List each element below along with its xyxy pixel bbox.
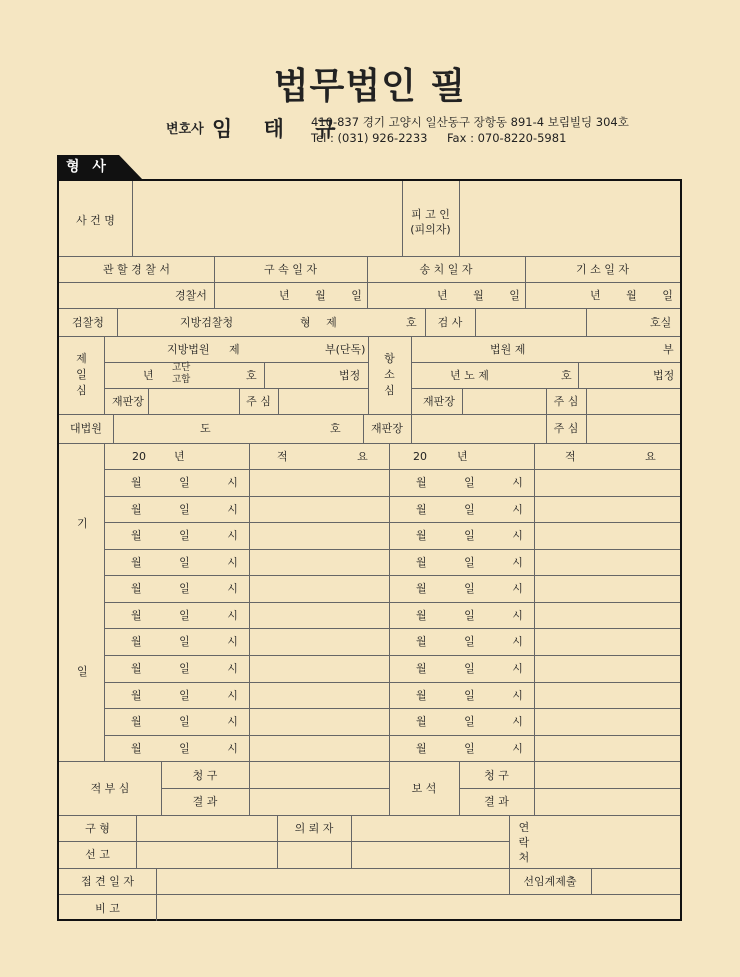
firm-tel: Tel : (031) 926-2233 [311, 131, 428, 145]
lawyer-name: 임 태 규 [212, 117, 348, 141]
receipt-label: 접 견 일 자 [81, 875, 134, 888]
review-claim-label: 청 구 [192, 769, 218, 782]
case-name-label: 사 건 명 [76, 214, 115, 227]
bail-claim-label: 청 구 [484, 769, 509, 782]
review-label: 적 부 심 [90, 782, 130, 795]
schedule-right-mdh: 월 일 시 [416, 476, 523, 489]
grid-line [104, 602, 680, 603]
day-label: 일 [77, 665, 88, 678]
first-instance-text: 제 일 심 [76, 352, 87, 397]
high-court-label: 법원 제 [490, 343, 526, 356]
first-year-label: 년 [143, 369, 154, 382]
schedule-right-mdh: 월 일 시 [416, 689, 523, 702]
grid-line [586, 388, 587, 414]
appeal-bu-label: 부 [663, 343, 674, 356]
grid-line [104, 522, 680, 523]
appeal-presiding-label: 재판장 [423, 395, 455, 408]
gohap-label: 고합 [172, 374, 191, 385]
firm-address: 410-837 경기 고양시 일산동구 장항동 891-4 보림빌딩 304호 [311, 115, 629, 129]
lawyer-label: 변호사 [166, 122, 204, 137]
criminal-no-label: 형 제 [300, 316, 337, 329]
schedule-right-mdh: 월 일 시 [416, 529, 523, 542]
grid-line [104, 682, 680, 683]
supreme-do-label: 도 [200, 422, 211, 435]
indict-date-ymd: 년 월 일 [590, 289, 673, 302]
schedule-left-mdh: 월 일 시 [131, 662, 238, 675]
case-form [57, 179, 682, 921]
right-summary-label: 적 요 [565, 450, 656, 463]
grid-line [59, 336, 680, 337]
grid-line [351, 815, 352, 868]
prosecutor-label: 검 사 [437, 316, 463, 329]
transfer-date-ymd: 년 월 일 [437, 289, 520, 302]
period-label: 기 [77, 517, 88, 530]
first-je-label: 제 [229, 343, 240, 356]
appeal-text: 항 소 심 [384, 352, 395, 397]
hosil-label: 호실 [650, 316, 672, 329]
district-court-label: 지방법원 [167, 343, 210, 356]
grid-line [59, 443, 680, 444]
grid-line [113, 414, 114, 443]
verdict-label: 선 고 [85, 848, 110, 861]
indict-date-label: 기 소 일 자 [576, 263, 629, 276]
grid-line [59, 256, 680, 257]
grid-line [475, 308, 476, 336]
review-result-label: 결 과 [192, 795, 218, 808]
grid-line [104, 575, 680, 576]
grid-line [278, 388, 279, 414]
contact-text: 연 락 처 [518, 821, 530, 864]
right-year-label: 년 [457, 450, 468, 463]
grid-line [132, 181, 133, 256]
appeal-ho-label: 호 [561, 369, 572, 382]
first-presiding-label: 재판장 [112, 395, 144, 408]
grid-line [104, 735, 680, 736]
schedule-left-mdh: 월 일 시 [131, 742, 238, 755]
grid-line [586, 414, 587, 443]
schedule-right-mdh: 월 일 시 [416, 556, 523, 569]
grid-line [591, 868, 592, 894]
schedule-left-mdh: 월 일 시 [131, 609, 238, 622]
grid-line [59, 868, 680, 869]
grid-line [104, 496, 680, 497]
left-year-label: 년 [174, 450, 185, 463]
firm-fax: Fax : 070-8220-5981 [447, 131, 567, 145]
grid-line [459, 788, 680, 789]
contact-label [509, 820, 539, 865]
defendant-sub-label: (피의자) [410, 223, 451, 236]
firm-title: 법무법인 필 [273, 66, 467, 107]
grid-line [104, 549, 680, 550]
grid-line [104, 655, 680, 656]
grid-line [411, 414, 412, 443]
grid-line [104, 469, 680, 470]
godan-label: 고단 [172, 362, 191, 373]
grid-line [104, 336, 105, 414]
right-year-20: 20 [413, 450, 427, 463]
grid-line [59, 761, 680, 762]
grid-line [411, 362, 680, 363]
grid-line [156, 868, 157, 921]
bail-result-label: 결 과 [484, 795, 509, 808]
grid-line [104, 628, 680, 629]
grid-line [586, 308, 587, 336]
first-chief-label: 주 심 [246, 395, 271, 408]
appeal-chief-label: 주 심 [553, 395, 579, 408]
police-label: 관 할 경 찰 서 [102, 263, 171, 276]
grid-line [462, 388, 463, 414]
grid-line [59, 894, 680, 895]
schedule-left-mdh: 월 일 시 [131, 556, 238, 569]
criminal-ho-label: 호 [406, 316, 417, 329]
first-ho-label: 호 [246, 369, 257, 382]
schedule-right-mdh: 월 일 시 [416, 635, 523, 648]
schedule-left-mdh: 월 일 시 [131, 582, 238, 595]
remarks-label: 비 고 [95, 902, 120, 915]
schedule-right-mdh: 월 일 시 [416, 582, 523, 595]
grid-line [59, 841, 509, 842]
appointment-label: 선임계제출 [523, 875, 577, 888]
supreme-presiding-label: 재판장 [371, 422, 403, 435]
grid-line [459, 181, 460, 256]
schedule-right-mdh: 월 일 시 [416, 662, 523, 675]
grid-line [389, 443, 390, 761]
schedule-left-mdh: 월 일 시 [131, 476, 238, 489]
grid-line [534, 761, 535, 815]
appeal-court-room-label: 법정 [653, 369, 675, 382]
year-no-label: 년 노 제 [450, 369, 489, 382]
arrest-date-ymd: 년 월 일 [279, 289, 362, 302]
supreme-court-label: 대법원 [70, 422, 102, 435]
first-court-room-label: 법정 [339, 369, 361, 382]
grid-line [578, 362, 579, 388]
grid-line [104, 443, 105, 761]
grid-line [117, 308, 118, 336]
grid-line [59, 815, 680, 816]
grid-line [264, 362, 265, 388]
schedule-right-mdh: 월 일 시 [416, 503, 523, 516]
grid-line [104, 708, 680, 709]
left-year-20: 20 [132, 450, 146, 463]
supreme-chief-label: 주 심 [553, 422, 579, 435]
grid-line [59, 282, 680, 283]
schedule-left-mdh: 월 일 시 [131, 529, 238, 542]
grid-line [534, 443, 535, 761]
grid-line [249, 443, 250, 761]
supreme-ho-label: 호 [330, 422, 341, 435]
appeal-label [368, 351, 411, 399]
sentence-label: 구 형 [85, 822, 110, 835]
grid-line [104, 388, 368, 389]
grid-line [136, 815, 137, 868]
bail-label: 보 석 [411, 782, 437, 795]
arrest-date-label: 구 속 일 자 [264, 263, 317, 276]
first-instance-label [59, 351, 104, 399]
schedule-right-mdh: 월 일 시 [416, 609, 523, 622]
grid-line [411, 336, 412, 414]
client-label: 의 뢰 자 [294, 822, 334, 835]
schedule-left-mdh: 월 일 시 [131, 715, 238, 728]
schedule-left-mdh: 월 일 시 [131, 689, 238, 702]
grid-line [104, 362, 368, 363]
district-prosecution-label: 지방검찰청 [180, 316, 234, 329]
transfer-date-label: 송 치 일 자 [419, 263, 473, 276]
grid-line [161, 788, 389, 789]
police-station-label: 경찰서 [175, 289, 207, 302]
schedule-left-mdh: 월 일 시 [131, 503, 238, 516]
schedule-right-mdh: 월 일 시 [416, 715, 523, 728]
grid-line [249, 761, 250, 815]
grid-line [148, 388, 149, 414]
schedule-right-mdh: 월 일 시 [416, 742, 523, 755]
prosecution-label: 검찰청 [72, 316, 104, 329]
tab-criminal: 형 사 [66, 159, 110, 175]
schedule-left-mdh: 월 일 시 [131, 635, 238, 648]
defendant-label: 피 고 인 [411, 208, 450, 221]
left-summary-label: 적 요 [277, 450, 368, 463]
first-bu-single-label: 부(단독) [325, 343, 366, 356]
